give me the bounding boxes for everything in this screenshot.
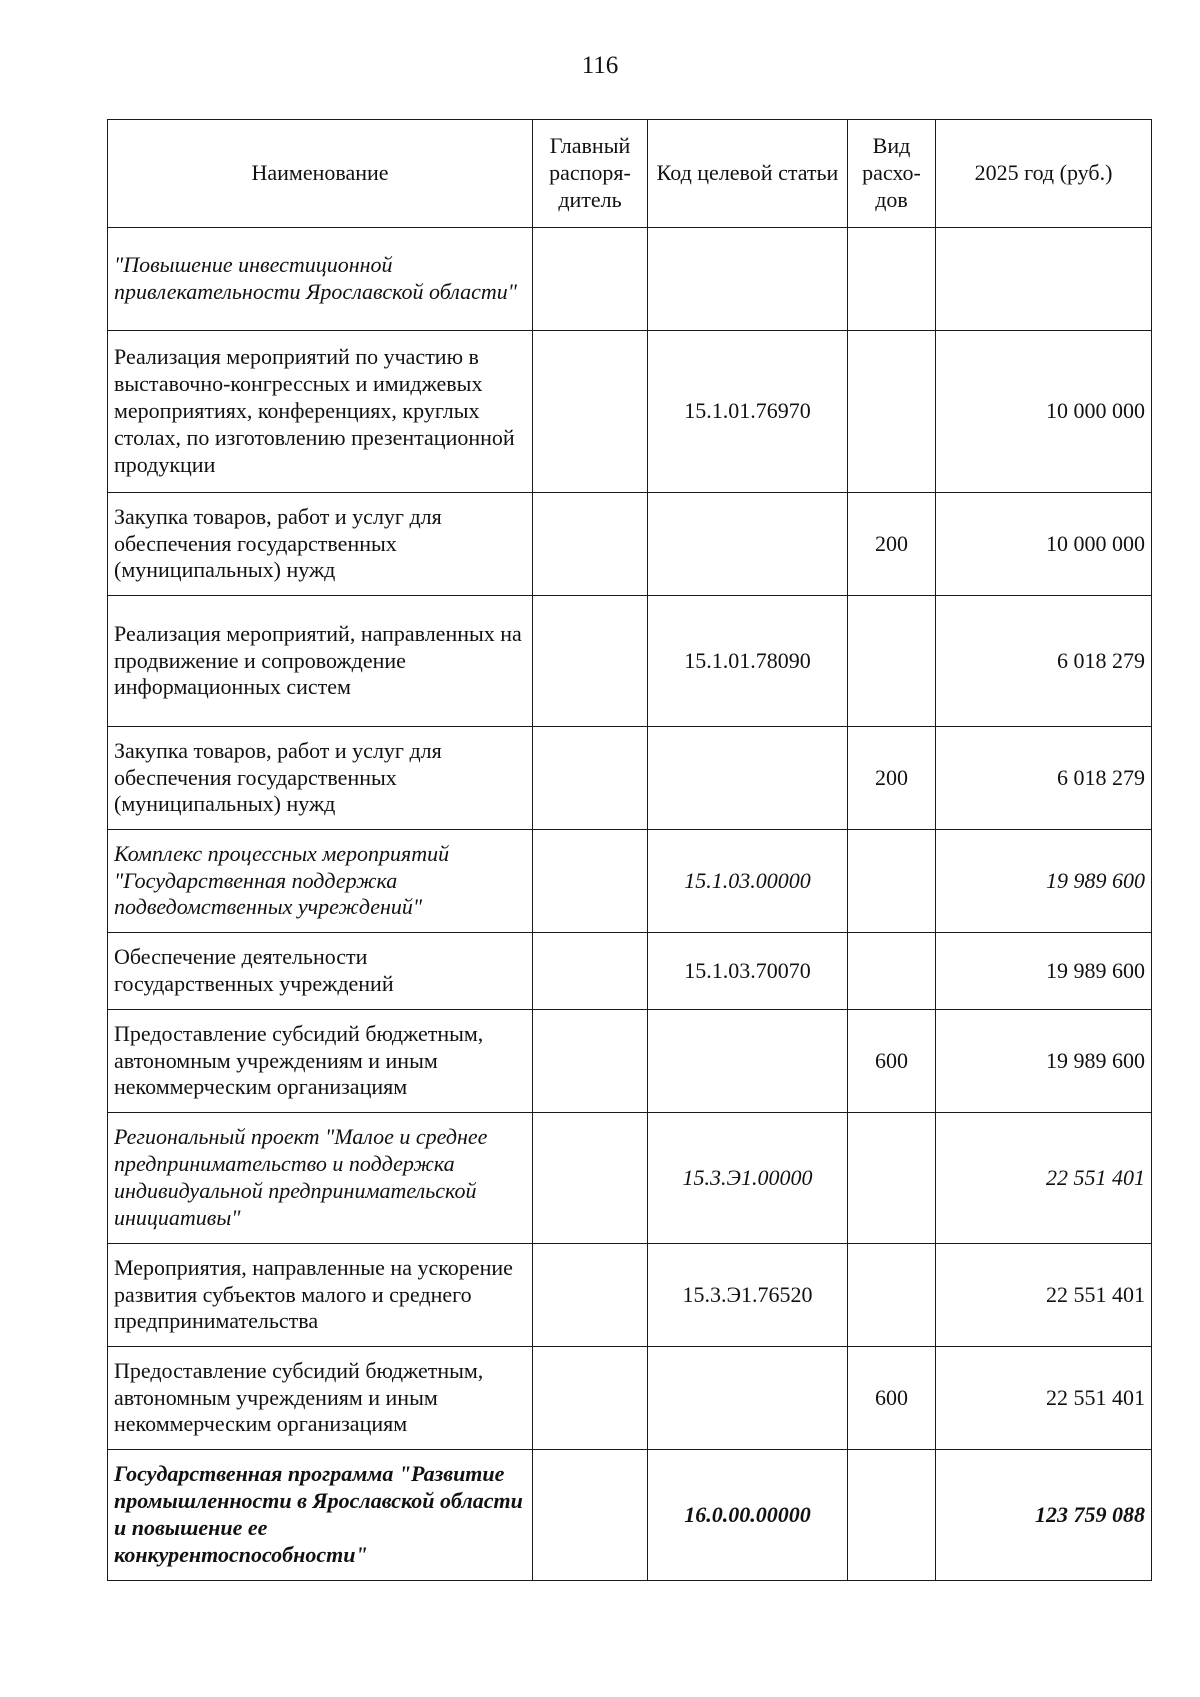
table-row: [108, 933, 1152, 1010]
row-code: 15.1.01.78090: [648, 596, 848, 727]
row-admin: [533, 1347, 648, 1450]
row-code: [648, 228, 848, 331]
row-kind: [848, 1113, 936, 1244]
table-row: [108, 1347, 1152, 1450]
row-code: 15.1.01.76970: [648, 331, 848, 493]
row-name: Закупка товаров, работ и услуг для обеспечения государственных (муниципальных) нужд: [108, 493, 533, 596]
row-name: Предоставление субсидий бюджетным, автономным учреждениям и иным некоммерческим организациям: [108, 1347, 533, 1450]
row-admin: [533, 228, 648, 331]
row-amount: 10 000 000: [936, 493, 1152, 596]
table-row: [108, 596, 1152, 727]
row-kind: 600: [848, 1347, 936, 1450]
row-admin: [533, 493, 648, 596]
row-code: [648, 727, 848, 830]
header-amount-2025: 2025 год (руб.): [936, 120, 1152, 228]
row-code: [648, 493, 848, 596]
row-code: [648, 1010, 848, 1113]
budget-table: [107, 119, 1152, 1581]
row-admin: [533, 727, 648, 830]
row-admin: [533, 1010, 648, 1113]
row-amount: 10 000 000: [936, 331, 1152, 493]
row-name: Региональный проект "Малое и среднее предпринимательство и поддержка индивидуальной предпринимательской инициативы": [108, 1113, 533, 1244]
table-row: [108, 830, 1152, 933]
row-admin: [533, 1113, 648, 1244]
row-name: "Повышение инвестиционной привлекательности Ярославской области": [108, 228, 533, 331]
table-row: [108, 1244, 1152, 1347]
header-expense-type: Вид расхо-дов: [848, 120, 936, 228]
row-code: 15.3.Э1.76520: [648, 1244, 848, 1347]
table-row: [108, 228, 1152, 331]
row-kind: [848, 1244, 936, 1347]
table-header-row: [108, 120, 1152, 228]
row-admin: [533, 830, 648, 933]
row-code: 15.1.03.00000: [648, 830, 848, 933]
row-name: Мероприятия, направленные на ускорение развития субъектов малого и среднего предпринимательства: [108, 1244, 533, 1347]
row-code: 15.1.03.70070: [648, 933, 848, 1010]
row-kind: [848, 933, 936, 1010]
row-amount: 6 018 279: [936, 596, 1152, 727]
page-number: 116: [581, 52, 619, 79]
row-kind: [848, 331, 936, 493]
row-name: Комплекс процессных мероприятий "Государственная поддержка подведомственных учреждений": [108, 830, 533, 933]
row-name: Реализация мероприятий по участию в выставочно-конгрессных и имиджевых мероприятиях, конференциях, круглых столах, по изготовлению презентационной продукции: [108, 331, 533, 493]
row-kind: [848, 1450, 936, 1581]
table-row: [108, 1450, 1152, 1581]
row-admin: [533, 331, 648, 493]
header-chief-administrator: Главный распоря-дитель: [533, 120, 648, 228]
row-amount: 22 551 401: [936, 1347, 1152, 1450]
table-row: [108, 1010, 1152, 1113]
header-target-code: Код целевой статьи: [648, 120, 848, 228]
row-amount: 19 989 600: [936, 830, 1152, 933]
table-row: [108, 727, 1152, 830]
row-admin: [533, 596, 648, 727]
row-admin: [533, 1450, 648, 1581]
row-kind: 600: [848, 1010, 936, 1113]
row-kind: [848, 228, 936, 331]
row-name: Государственная программа "Развитие промышленности в Ярославской области и повышение ее конкурентоспособности": [108, 1450, 533, 1581]
row-amount: 19 989 600: [936, 1010, 1152, 1113]
row-code: [648, 1347, 848, 1450]
row-kind: 200: [848, 493, 936, 596]
row-kind: [848, 596, 936, 727]
row-name: Предоставление субсидий бюджетным, автономным учреждениям и иным некоммерческим организациям: [108, 1010, 533, 1113]
row-name: Реализация мероприятий, направленных на продвижение и сопровождение информационных систем: [108, 596, 533, 727]
header-name: Наименование: [108, 120, 533, 228]
table-row: [108, 331, 1152, 493]
row-kind: 200: [848, 727, 936, 830]
row-code: 15.3.Э1.00000: [648, 1113, 848, 1244]
row-amount: [936, 228, 1152, 331]
table-row: [108, 1113, 1152, 1244]
row-amount: 19 989 600: [936, 933, 1152, 1010]
row-amount: 6 018 279: [936, 727, 1152, 830]
row-name: Закупка товаров, работ и услуг для обеспечения государственных (муниципальных) нужд: [108, 727, 533, 830]
row-amount: 22 551 401: [936, 1113, 1152, 1244]
row-kind: [848, 830, 936, 933]
row-admin: [533, 1244, 648, 1347]
table-row: [108, 493, 1152, 596]
row-amount: 22 551 401: [936, 1244, 1152, 1347]
row-amount: 123 759 088: [936, 1450, 1152, 1581]
row-code: 16.0.00.00000: [648, 1450, 848, 1581]
row-admin: [533, 933, 648, 1010]
row-name: Обеспечение деятельности государственных учреждений: [108, 933, 533, 1010]
